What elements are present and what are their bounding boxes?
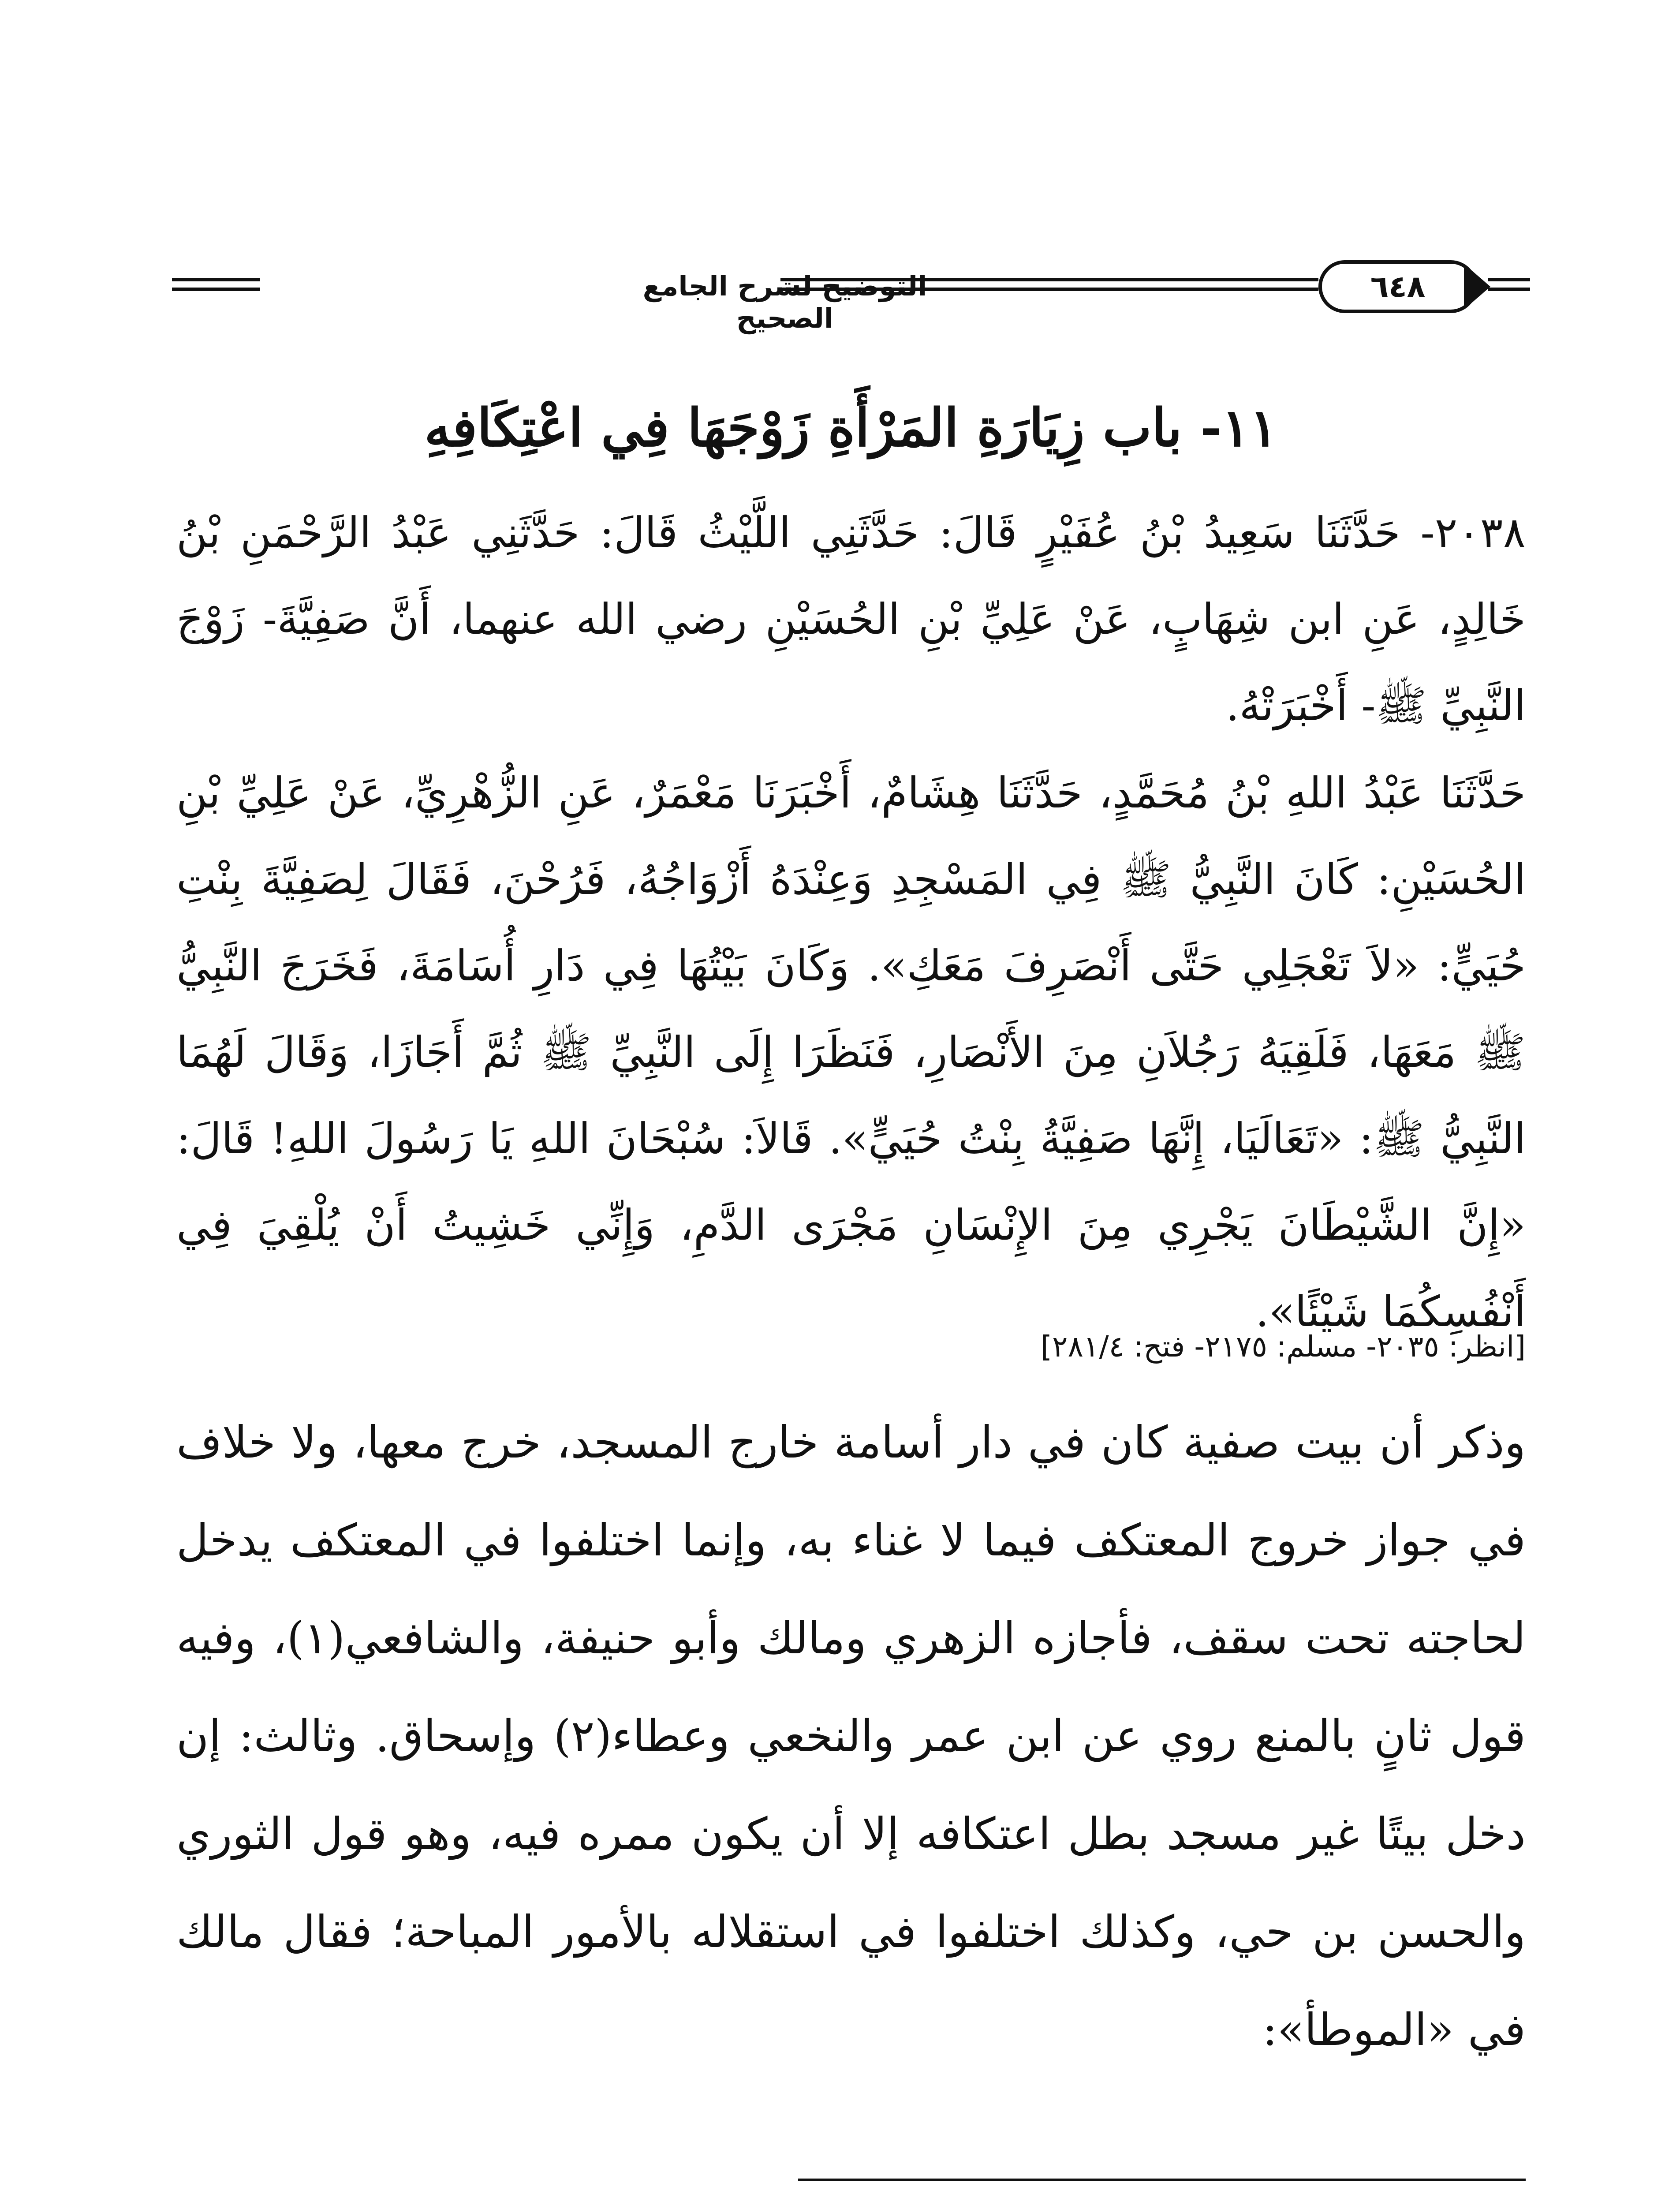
page-number-arrow-icon [1464, 264, 1490, 310]
hadith-reference: [انظر: ٢٠٣٥- مسلم: ٢١٧٥- فتح: ٢٨١/٤] [1041, 1330, 1526, 1364]
header-rule-left-bottom [172, 288, 260, 291]
header-rule-right-bottom [1488, 288, 1530, 291]
book-title: التوضيح لشرح الجامع الصحيح [642, 270, 927, 334]
page-number: ٦٤٨ [1318, 260, 1477, 313]
commentary-text: وذكر أن بيت صفية كان في دار أسامة خارج المسجد، خرج معها، ولا خلاف في جواز خروج المعتكف فيما لا غناء به، وإنما اختلفوا في المعتكف يدخل لحاجته تحت سقف، فأجازه الزهري ومالك وأبو حنيفة، والشافعي(١)، وفيه قول ثانٍ بالمنع روي عن ابن عمر والنخعي وعطاء(٢) وإسحاق. وثالث: إن دخل بيتًا غير مسجد بطل اعتكافه إلا أن يكون ممره فيه، وهو قول الثوري والحسن بن حي، وكذلك اختلفوا في استقلاله بالأمور المباحة؛ فقال مالك في «الموطأ»: [176, 1416, 1526, 2056]
footnote-divider [798, 2179, 1526, 2181]
header-rule-middle-top [780, 278, 1318, 281]
chapter-title: ١١- باب زِيَارَةِ المَرْأَةِ زَوْجَهَا فِي اعْتِكَافِهِ [424, 397, 1278, 458]
header-rule-left-top [172, 278, 260, 281]
header-rule-right-top [1488, 278, 1530, 281]
page-header [172, 247, 1530, 335]
hadith-2: حَدَّثَنَا عَبْدُ اللهِ بْنُ مُحَمَّدٍ، حَدَّثَنَا هِشَامٌ، أَخْبَرَنَا مَعْمَرٌ، عَنِ الزُّهْرِيِّ، عَنْ عَلِيِّ بْنِ الحُسَيْنِ: كَانَ النَّبِيُّ ﷺ فِي المَسْجِدِ وَعِنْدَهُ أَزْوَاجُهُ، فَرُحْنَ، فَقَالَ لِصَفِيَّةَ بِنْتِ حُيَيٍّ: «لاَ تَعْجَلِي حَتَّى أَنْصَرِفَ مَعَكِ». وَكَانَ بَيْتُهَا فِي دَارِ أُسَامَةَ، فَخَرَجَ النَّبِيُّ ﷺ مَعَهَا، فَلَقِيَهُ رَجُلاَنِ مِنَ الأَنْصَارِ، فَنَظَرَا إِلَى النَّبِيِّ ﷺ ثُمَّ أَجَازَا، وَقَالَ لَهُمَا النَّبِيُّ ﷺ: «تَعَالَيَا، إِنَّهَا صَفِيَّةُ بِنْتُ حُيَيٍّ». قَالاَ: سُبْحَانَ اللهِ يَا رَسُولَ اللهِ! قَالَ: «إِنَّ الشَّيْطَانَ يَجْرِي مِنَ الإِنْسَانِ مَجْرَى الدَّمِ، وَإِنِّي خَشِيتُ أَنْ يُلْقِيَ فِي أَنْفُسِكُمَا شَيْئًا». [176, 768, 1526, 1336]
hadith-1: ٢٠٣٨- حَدَّثَنَا سَعِيدُ بْنُ عُفَيْرٍ قَالَ: حَدَّثَنِي اللَّيْثُ قَالَ: حَدَّثَنِي عَبْدُ الرَّحْمَنِ بْنُ خَالِدٍ، عَنِ ابن شِهَابٍ، عَنْ عَلِيِّ بْنِ الحُسَيْنِ رضي الله عنهما، أَنَّ صَفِيَّةَ- زَوْجَ النَّبِيِّ ﷺ- أَخْبَرَتْهُ. [176, 508, 1526, 730]
header-rule-middle-bottom [780, 288, 1318, 291]
